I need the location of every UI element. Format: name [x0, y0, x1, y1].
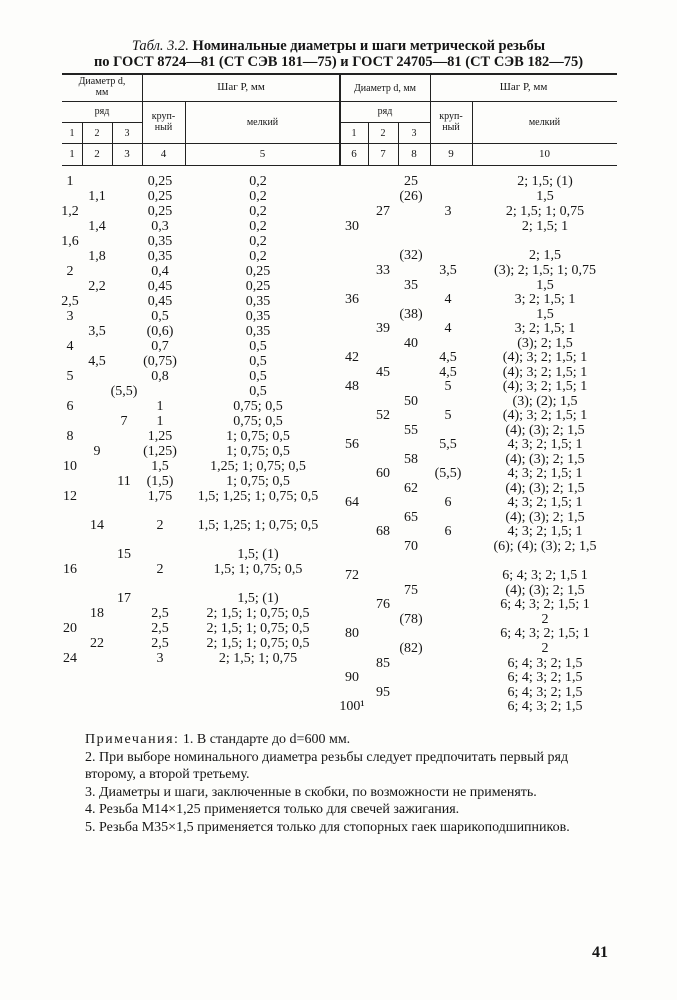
coarse-pitch-cell: 3,5: [439, 263, 457, 278]
diameter-cell: 1,6: [61, 234, 79, 249]
col-num-9: 9: [448, 148, 454, 160]
fine-pitch-cell: (4); (3); 2; 1,5: [505, 481, 585, 496]
coarse-pitch-cell: 0,35: [147, 249, 173, 264]
note-4: 4. Резьба М14×1,25 применяется только для свечей зажигания.: [85, 802, 460, 817]
fine-pitch-cell: 2; 1,5; 1; 0,75: [505, 204, 585, 219]
coarse-pitch-cell: 4,5: [439, 350, 457, 365]
fine-pitch-cell: (4); (3); 2; 1,5: [505, 510, 585, 525]
diameter-cell: 2: [66, 264, 74, 279]
header-coarse-left: круп- ный: [151, 111, 176, 133]
diameter-cell: 33: [376, 263, 390, 278]
fine-pitch-cell: 3; 2; 1,5; 1: [514, 321, 576, 336]
diameter-cell: 10: [63, 459, 77, 474]
coarse-pitch-cell: (1,25): [143, 444, 177, 459]
coarse-pitch-cell: (0,6): [146, 324, 174, 339]
fine-pitch-cell: 1; 0,75; 0,5: [226, 429, 290, 444]
fine-pitch-cell: 0,2: [249, 249, 267, 264]
diameter-cell: 1,4: [88, 219, 106, 234]
header-fine-right: мелкий: [528, 117, 561, 128]
diameter-cell: 95: [376, 685, 390, 700]
fine-pitch-cell: 0,35: [245, 294, 271, 309]
diameter-cell: 62: [404, 481, 418, 496]
coarse-pitch-cell: 0,4: [151, 264, 169, 279]
coarse-pitch-cell: (0,75): [143, 354, 177, 369]
fine-pitch-cell: 4; 3; 2; 1,5; 1: [507, 466, 583, 481]
title-line-1: Номинальные диаметры и шаги метрической резьбы: [192, 38, 546, 54]
fine-pitch-cell: 2; 1,5; 1; 0,75; 0,5: [206, 606, 310, 621]
page-number: 41: [592, 944, 608, 961]
diameter-cell: 18: [90, 606, 104, 621]
coarse-pitch-cell: 1: [156, 399, 164, 414]
diameter-cell: 11: [117, 474, 131, 489]
fine-pitch-cell: 0,5: [249, 354, 267, 369]
fine-pitch-cell: 1,5; 1; 0,75; 0,5: [213, 562, 303, 577]
fine-pitch-cell: 6; 4; 3; 2; 1,5: [507, 670, 583, 685]
diameter-cell: 75: [404, 583, 418, 598]
fine-pitch-cell: 1,5: [536, 278, 554, 293]
fine-pitch-cell: 1,5: [536, 307, 554, 322]
fine-pitch-cell: 0,75; 0,5: [233, 414, 283, 429]
fine-pitch-cell: 0,5: [249, 369, 267, 384]
notes-heading: Примечания:: [85, 732, 180, 747]
diameter-cell: 60: [376, 466, 390, 481]
col-num-2: 2: [94, 148, 100, 160]
fine-pitch-cell: (3); 2; 1,5: [517, 336, 573, 351]
col-num-10: 10: [539, 148, 550, 160]
fine-pitch-cell: 2; 1,5; 1; 0,75: [218, 651, 298, 666]
diameter-cell: (5,5): [110, 384, 138, 399]
coarse-pitch-cell: 5: [444, 379, 452, 394]
header-row-3-right: 3: [411, 128, 417, 139]
header-row-1-left: 1: [69, 128, 75, 139]
diameter-cell: 65: [404, 510, 418, 525]
col-num-8: 8: [411, 148, 417, 160]
fine-pitch-cell: 2; 1,5: [529, 248, 561, 263]
fine-pitch-cell: 0,2: [249, 174, 267, 189]
fine-pitch-cell: 4; 3; 2; 1,5; 1: [507, 524, 583, 539]
coarse-pitch-cell: 0,45: [147, 279, 173, 294]
col-num-6: 6: [351, 148, 357, 160]
notes: [85, 731, 620, 836]
diameter-cell: 16: [63, 562, 77, 577]
diameter-cell: 52: [376, 408, 390, 423]
fine-pitch-cell: 0,75; 0,5: [233, 399, 283, 414]
diameter-cell: 22: [90, 636, 104, 651]
fine-pitch-cell: 3; 2; 1,5; 1: [514, 292, 576, 307]
fine-pitch-cell: 1; 0,75; 0,5: [226, 444, 290, 459]
coarse-pitch-cell: 1,25: [147, 429, 173, 444]
coarse-pitch-cell: 0,3: [151, 219, 169, 234]
fine-pitch-cell: 0,5: [249, 339, 267, 354]
fine-pitch-cell: 2; 1,5; (1): [517, 174, 573, 189]
diameter-cell: 1: [66, 174, 74, 189]
diameter-cell: 68: [376, 524, 390, 539]
header-row-1-right: 1: [351, 128, 357, 139]
note-2: 2. При выборе номинального диаметра резьбы следует предпочитать первый ряд второму, а второй третьему.: [85, 749, 569, 782]
note-3: 3. Диаметры и шаги, заключенные в скобки, по возможности не применять.: [85, 784, 537, 800]
col-num-7: 7: [380, 148, 386, 160]
diameter-cell: 1,8: [88, 249, 106, 264]
diameter-cell: 58: [404, 452, 418, 467]
diameter-cell: 20: [63, 621, 77, 636]
header-diameter-left: Диаметр d, мм: [78, 76, 126, 98]
fine-pitch-cell: 1,5; 1,25; 1; 0,75; 0,5: [197, 518, 319, 533]
diameter-cell: 1,2: [61, 204, 79, 219]
diameter-cell: 24: [63, 651, 77, 666]
header-row-right: ряд: [377, 106, 393, 117]
diameter-cell: 39: [376, 321, 390, 336]
coarse-pitch-cell: 0,25: [147, 189, 173, 204]
note-5: 5. Резьба М35×1,5 применяется только для стопорных гаек шарикоподшипников.: [85, 819, 570, 835]
coarse-pitch-cell: (1,5): [146, 474, 174, 489]
header-row-2-left: 2: [94, 128, 100, 139]
fine-pitch-cell: 6; 4; 3; 2; 1,5: [507, 699, 583, 714]
coarse-pitch-cell: 6: [444, 495, 452, 510]
header-row-3-left: 3: [124, 128, 130, 139]
diameter-cell: 9: [93, 444, 101, 459]
diameter-cell: 56: [345, 437, 359, 452]
coarse-pitch-cell: 2,5: [151, 636, 169, 651]
fine-pitch-cell: 1; 0,75; 0,5: [226, 474, 290, 489]
diameter-cell: 14: [90, 518, 104, 533]
coarse-pitch-cell: 0,25: [147, 204, 173, 219]
fine-pitch-cell: (4); (3); 2; 1,5: [505, 452, 585, 467]
diameter-cell: (82): [399, 641, 423, 656]
fine-pitch-cell: 2; 1,5; 1; 0,75; 0,5: [206, 621, 310, 636]
diameter-cell: 76: [376, 597, 390, 612]
fine-pitch-cell: (3); 2; 1,5; 1; 0,75: [494, 263, 596, 278]
header-pitch-left: Шаг P, мм: [217, 81, 265, 93]
fine-pitch-cell: 4; 3; 2; 1,5; 1: [507, 437, 583, 452]
diameter-cell: 70: [404, 539, 418, 554]
fine-pitch-cell: 2: [541, 641, 549, 656]
diameter-cell: 48: [345, 379, 359, 394]
fine-pitch-cell: 1,5; (1): [237, 591, 279, 606]
diameter-cell: 100¹: [339, 699, 365, 714]
coarse-pitch-cell: 0,5: [151, 309, 169, 324]
header-coarse-right: круп- ный: [439, 111, 463, 133]
diameter-cell: 80: [345, 626, 359, 641]
fine-pitch-cell: 0,25: [245, 279, 271, 294]
fine-pitch-cell: 2; 1,5; 1; 0,75; 0,5: [206, 636, 310, 651]
fine-pitch-cell: 2: [541, 612, 549, 627]
diameter-cell: 5: [66, 369, 74, 384]
diameter-cell: 42: [345, 350, 359, 365]
diameter-cell: 4,5: [88, 354, 106, 369]
diameter-cell: 30: [345, 219, 359, 234]
fine-pitch-cell: 1,25; 1; 0,75; 0,5: [210, 459, 306, 474]
coarse-pitch-cell: 2: [156, 562, 164, 577]
fine-pitch-cell: (3); (2); 1,5: [512, 394, 578, 409]
diameter-cell: 85: [376, 656, 390, 671]
diameter-cell: 6: [66, 399, 74, 414]
fine-pitch-cell: 0,25: [245, 264, 271, 279]
fine-pitch-cell: 6; 4; 3; 2; 1,5: [507, 685, 583, 700]
diameter-cell: 50: [404, 394, 418, 409]
fine-pitch-cell: (4); 3; 2; 1,5; 1: [502, 350, 588, 365]
fine-pitch-cell: 0,2: [249, 219, 267, 234]
col-num-1: 1: [69, 148, 75, 160]
header-fine-left: мелкий: [246, 117, 279, 128]
coarse-pitch-cell: 2,5: [151, 621, 169, 636]
diameter-cell: 72: [345, 568, 359, 583]
coarse-pitch-cell: 5: [444, 408, 452, 423]
fine-pitch-cell: 1,5: [536, 189, 554, 204]
diameter-cell: 2,5: [61, 294, 79, 309]
diameter-cell: 45: [376, 365, 390, 380]
diameter-cell: 1,1: [88, 189, 106, 204]
fine-pitch-cell: (4); 3; 2; 1,5; 1: [502, 365, 588, 380]
col-num-4: 4: [160, 148, 167, 160]
fine-pitch-cell: (4); (3); 2; 1,5: [505, 583, 585, 598]
coarse-pitch-cell: 4: [444, 321, 452, 336]
coarse-pitch-cell: 1: [156, 414, 164, 429]
fine-pitch-cell: (4); 3; 2; 1,5; 1: [502, 379, 588, 394]
diameter-cell: 2,2: [88, 279, 106, 294]
coarse-pitch-cell: 0,35: [147, 234, 173, 249]
diameter-cell: 3,5: [88, 324, 106, 339]
fine-pitch-cell: (4); (3); 2; 1,5: [505, 423, 585, 438]
fine-pitch-cell: 0,5: [249, 384, 267, 399]
diameter-cell: 25: [404, 174, 418, 189]
coarse-pitch-cell: 0,7: [151, 339, 169, 354]
coarse-pitch-cell: 4: [444, 292, 452, 307]
title-line-2: по ГОСТ 8724—81 (СТ СЭВ 181—75) и ГОСТ 24705—81 (СТ СЭВ 182—75): [93, 54, 584, 70]
fine-pitch-cell: (4); 3; 2; 1,5; 1: [502, 408, 588, 423]
table-label: Табл. 3.2.: [131, 38, 189, 54]
fine-pitch-cell: 0,35: [245, 309, 271, 324]
fine-pitch-cell: 0,2: [249, 189, 267, 204]
col-num-5: 5: [259, 148, 266, 160]
diameter-cell: 55: [404, 423, 418, 438]
coarse-pitch-cell: 4,5: [439, 365, 457, 380]
diameter-cell: (38): [399, 307, 423, 322]
coarse-pitch-cell: (5,5): [434, 466, 462, 481]
coarse-pitch-cell: 3: [444, 204, 452, 219]
diameter-cell: 64: [345, 495, 359, 510]
diameter-cell: 35: [404, 278, 418, 293]
coarse-pitch-cell: 0,8: [151, 369, 169, 384]
coarse-pitch-cell: 1,5: [151, 459, 169, 474]
coarse-pitch-cell: 2,5: [151, 606, 169, 621]
diameter-cell: 8: [66, 429, 74, 444]
diameter-cell: 7: [120, 414, 128, 429]
header-row-left: ряд: [94, 106, 110, 117]
fine-pitch-cell: 0,2: [249, 234, 267, 249]
coarse-pitch-cell: 2: [156, 518, 164, 533]
diameter-cell: 40: [404, 336, 418, 351]
coarse-pitch-cell: 5,5: [439, 437, 457, 452]
coarse-pitch-cell: 0,45: [147, 294, 173, 309]
fine-pitch-cell: 1,5; 1,25; 1; 0,75; 0,5: [197, 489, 319, 504]
diameter-cell: 3: [66, 309, 74, 324]
diameter-cell: (78): [399, 612, 423, 627]
header-diameter-right: Диаметр d, мм: [353, 83, 417, 94]
coarse-pitch-cell: 6: [444, 524, 452, 539]
header-pitch-right: Шаг P, мм: [499, 81, 548, 93]
fine-pitch-cell: 6; 4; 3; 2; 1,5; 1: [500, 597, 590, 612]
fine-pitch-cell: 6; 4; 3; 2; 1,5; 1: [500, 626, 590, 641]
diameter-cell: (26): [399, 189, 423, 204]
fine-pitch-cell: 6; 4; 3; 2; 1,5 1: [502, 568, 588, 583]
diameter-cell: 17: [117, 591, 131, 606]
diameter-cell: 15: [117, 547, 131, 562]
fine-pitch-cell: 4; 3; 2; 1,5; 1: [507, 495, 583, 510]
fine-pitch-cell: 0,2: [249, 204, 267, 219]
note-1: Примечания: 1. В стандарте до d=600 мм.: [85, 732, 351, 747]
col-num-3: 3: [124, 148, 130, 160]
diameter-cell: 90: [345, 670, 359, 685]
coarse-pitch-cell: 0,25: [147, 174, 173, 189]
fine-pitch-cell: 1,5; (1): [237, 547, 279, 562]
diameter-cell: 4: [66, 339, 74, 354]
header-row-2-right: 2: [380, 128, 386, 139]
diameter-cell: 12: [63, 489, 77, 504]
fine-pitch-cell: 2; 1,5; 1: [521, 219, 569, 234]
fine-pitch-cell: 6; 4; 3; 2; 1,5: [507, 656, 583, 671]
diameter-cell: 27: [376, 204, 390, 219]
coarse-pitch-cell: 3: [156, 651, 164, 666]
fine-pitch-cell: 0,35: [245, 324, 271, 339]
diameter-cell: (32): [399, 248, 423, 263]
fine-pitch-cell: (6); (4); (3); 2; 1,5: [493, 539, 597, 554]
diameter-cell: 36: [345, 292, 359, 307]
coarse-pitch-cell: 1,75: [147, 489, 173, 504]
